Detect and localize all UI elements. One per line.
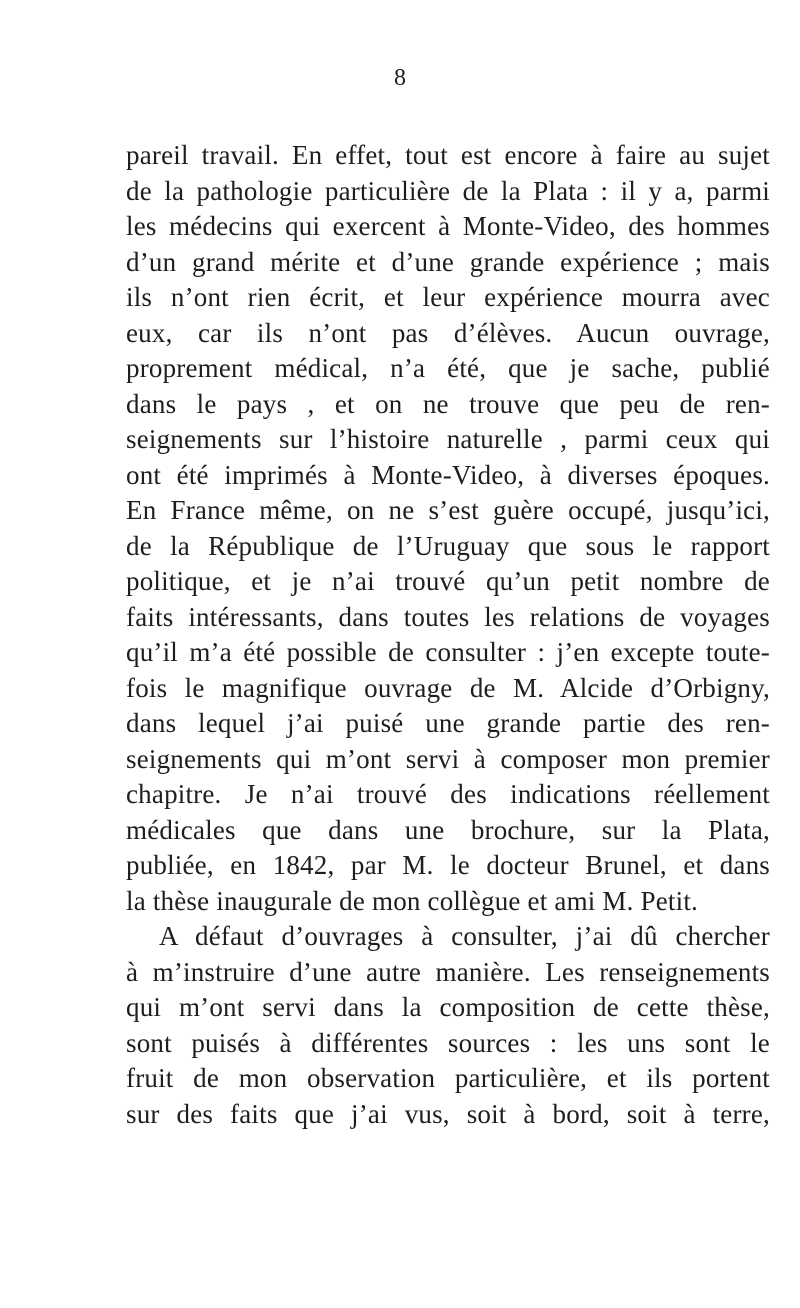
text-line: la thèse inaugurale de mon collègue et ami M. Petit. (126, 885, 698, 916)
text-line: de la République de l’Uruguay que sous le rapport (126, 530, 770, 561)
text-line: sont puisés à différentes sources : les uns sont le (126, 1027, 770, 1058)
text-line: faits intéressants, dans toutes les relations de voyages (126, 601, 770, 632)
text-line: de la pathologie particulière de la Plata : il y a, parmi (126, 175, 770, 206)
text-line: qui m’ont servi dans la composition de cette thèse, (126, 992, 770, 1022)
text-line: eux, car ils n’ont pas d’élèves. Aucun ouvrage, (126, 317, 770, 348)
text-line: proprement médical, n’a été, que je sache, publié (126, 353, 770, 383)
text-line: fruit de mon observation particulière, et ils portent (126, 1063, 770, 1093)
text-line: chapitre. Je n’ai trouvé des indications réellement (126, 779, 770, 809)
text-line: les médecins qui exercent à Monte-Video, des hommes (126, 211, 770, 241)
text-line: ils n’ont rien écrit, et leur expérience mourra avec (126, 282, 770, 312)
text-line: fois le magnifique ouvrage de M. Alcide d’Orbigny, (126, 672, 770, 703)
page-number: 8 (394, 65, 406, 91)
body-text (126, 138, 770, 1132)
text-line: pareil travail. En effet, tout est encore à faire au sujet (126, 140, 770, 170)
text-line: publiée, en 1842, par M. le docteur Brunel, et dans (126, 850, 770, 880)
text-line: dans le pays , et on ne trouve que peu de ren- (126, 388, 770, 419)
text-line: En France même, on ne s’est guère occupé, jusqu’ici, (126, 495, 770, 525)
text-line: médicales que dans une brochure, sur la Plata, (126, 814, 770, 845)
text-line: politique, et je n’ai trouvé qu’un petit nombre de (126, 566, 770, 596)
text-line: seignements qui m’ont servi à composer mon premier (126, 743, 770, 774)
text-line: d’un grand mérite et d’une grande expérience ; mais (126, 246, 770, 277)
text-line: qu’il m’a été possible de consulter : j’en excepte toute- (126, 637, 770, 667)
text-line: ont été imprimés à Monte-Video, à diverses époques. (126, 459, 770, 490)
text-line: sur des faits que j’ai vus, soit à bord, soit à terre, (126, 1098, 770, 1129)
text-line: seignements sur l’histoire naturelle , parmi ceux qui (126, 424, 770, 454)
text-line: A défaut d’ouvrages à consulter, j’ai dû chercher (159, 921, 770, 951)
text-line: à m’instruire d’une autre manière. Les renseignements (126, 956, 770, 987)
text-line: dans lequel j’ai puisé une grande partie des ren- (126, 708, 770, 738)
